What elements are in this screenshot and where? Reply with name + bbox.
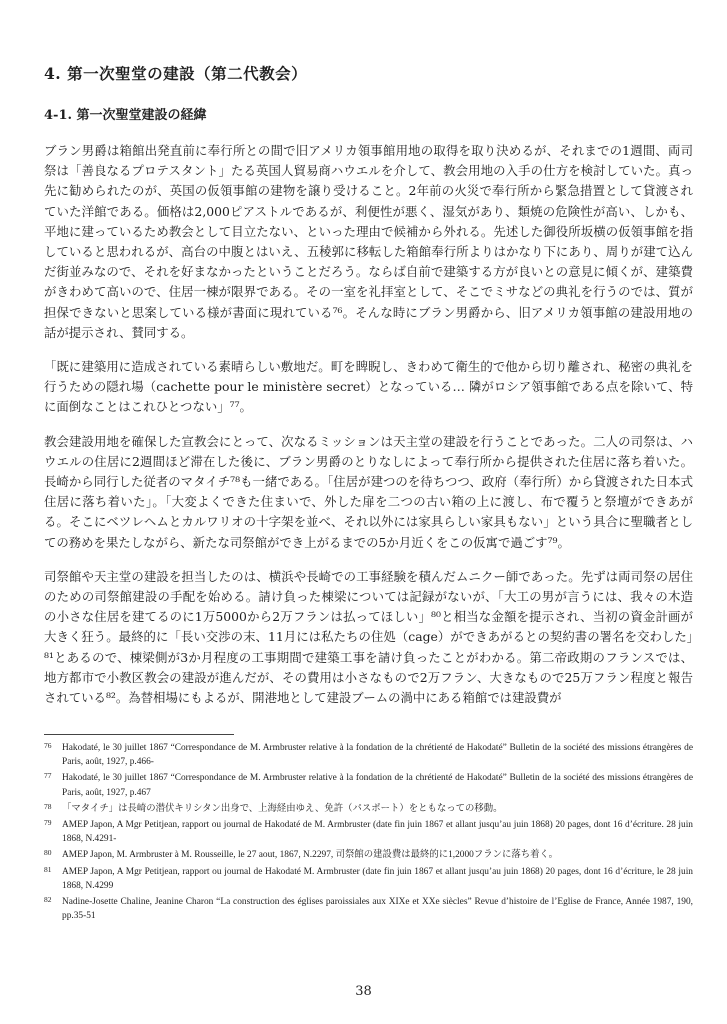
footnote-text: AMEP Japon, M. Armbruster à M. Rousseille, le 27 aout, 1867, N.2297, 司祭館の建設費は最終的に1,2000フランに落ち着く。: [62, 850, 559, 861]
footnote-text: Hakodaté, le 30 juillet 1867 “Correspondance de M. Armbruster relative à la fondation de la chrétienté de Hakodaté” Bulletin de la société des missions étrangères de Paris, août, 1927, p.466-: [62, 743, 693, 768]
page-number: 38: [355, 984, 372, 999]
footnote-number: 76: [44, 741, 52, 750]
footnote-78: [44, 800, 693, 816]
footnote-number: 81: [44, 864, 52, 874]
paragraph-4: 司祭館や天主堂の建設を担当したのは、横浜や長崎での工事経験を積んだムニクー師であった。先ずは両司祭の居住のための司祭館建設の手配を始める。請け負った棟梁については記録がないが、「大工の男が言うには、我々の木造の小さな住居を建てるのに1万5000から2万フランは払ってほしい」⁸⁰と相当な金額を提示され、当初の資金計画が大きく狂う。最終的に「長い交渉の末、11月には私たちの住処（cage）ができあがるとの契約書の署名を交わした」⁸¹とあるので、棟梁側が3か月程度の工事期間で建築工事を請け負ったことがわかる。第二帝政期のフランスでは、地方都市で小教区教会の建設が進んだが、その費用は小さなもので2万フラン、大きなもので25万フラン程度と報告されている⁸²。為替相場にもよるが、開港地として建設ブームの渦中にある箱館では建設費が: [44, 568, 693, 706]
footnote-text: Hakodaté, le 30 juillet 1867 “Correspondance de M. Armbruster relative à la fondation de la chrétienté de Hakodaté” Bulletin de la société des missions étrangères de Paris, août, 1927, p.467: [62, 773, 693, 798]
footnote-81: [44, 863, 693, 893]
footnote-text: AMEP Japon, A Mgr Petitjean, rapport ou journal de Hakodaté de M. Armbruster (date fin juin 1867 et allant jusqu’au juin 1868) 20 pages, dont 16 d’écriture. 28 juin 1868, N.4291-: [62, 820, 693, 845]
paragraph-3: 教会建設用地を確保した宣教会にとって、次なるミッションは天主堂の建設を行うことであった。二人の司祭は、ハウエルの住居に2週間ほど滞在した後に、ブラン男爵のとりなしによって奉行所から提供された住居に落ち着いた。長崎から同行した従者のマタイチ⁷⁸も一緒である。「住居が建つのを待ちつつ、政府（奉行所）から貸渡された日本式住居に落ち着いた」。「大変よくできた住まいで、外した扉を二つの古い箱の上に渡し、布で覆うと祭壇ができあがる。そこにベツレヘムとカルワリオの十字架を並べ、それ以外には家具らしい家具もない」という具合に聖職者としての務めを果たしながら、新たな司祭館ができ上がるまでの5か月近くをこの仮寓で過ごす⁷⁹。: [44, 433, 693, 550]
footnotes: [44, 734, 693, 923]
paragraph-2-quote: 「既に建築用に造成されている素晴らしい敷地だ。町を睥睨し、きわめて衛生的で他から切り離され、秘密の典礼を行うための隠れ場（cachette pour le ministère secret）となっている… 隣がロシア領事館である点を除いて、特に面倒なことはこれひとつない」⁷⁷。: [44, 359, 693, 415]
footnote-number: 77: [44, 771, 52, 781]
footnote-number: 78: [44, 801, 52, 811]
section-heading: 4. 第一次聖堂の建設（第二代教会）: [44, 64, 308, 83]
footnote-text: 「マタイチ」は長崎の潜伏キリシタン出身で、上海経由ゆえ、免許（パスポート）をともなっての移動。: [62, 803, 503, 814]
footnote-text: Nadine-Josette Chaline, Jeanine Charon “La construction des églises paroissiales aux XIXe et XXe siècles” Revue d’histoire de l’Eglise de France, Année 1987, 190, pp.35-51: [62, 897, 693, 922]
footnote-number: 79: [44, 818, 52, 828]
footnote-76: [44, 739, 693, 769]
body-text: [44, 141, 693, 708]
footnote-82: [44, 893, 693, 923]
paragraph-1: ブラン男爵は箱館出発直前に奉行所との間で旧アメリカ領事館用地の取得を取り決めるが、それまでの1週間、両司祭は「善良なるプロテスタント」たる英国人貿易商ハウエルを介して、教会用地の入手の仕方を検討していた。真っ先に勧められたのが、英国の仮領事館の建物を譲り受けること。2年前の火災で奉行所から緊急措置として貸渡されていた洋館である。価格は2,000ピアストルであるが、利便性が悪く、湿気があり、類焼の危険性が高い、しかも、平地に建っているため教会として目立たない、といった理由で候補から外れる。先述した御役所坂横の仮領事館を指していると思われるが、高台の中腹とはいえ、五稜郭に移転した箱館奉行所よりはかなり下にあり、周りが建て込んだ街並みなので、それを好まなかったということだろう。ならば自前で建築する方が良いとの意見に傾くが、建築費がきわめて高いので、住居一棟が限界である。その一室を礼拝室として、そこでミサなどの典礼を行うのでは、質が担保できないと思案している様が書面に現れている⁷⁶。そんな時にブラン男爵から、旧アメリカ領事館の建設用地の話が提示され、賛同する。: [44, 143, 693, 340]
footnote-77: [44, 769, 693, 799]
footnote-divider: [44, 734, 234, 735]
footnote-number: 80: [44, 848, 52, 858]
footnote-80: [44, 846, 693, 862]
footnote-79: [44, 816, 693, 846]
footnote-number: 82: [44, 895, 52, 905]
subsection-heading: 4-1. 第一次聖堂建設の経緯: [44, 108, 207, 123]
footnote-text: AMEP Japon, A Mgr Petitjean, rapport ou journal de Hakodaté M. Armbruster (date fin juin 1867 et allant jusqu’au juin 1868) 20 pages, dont 16 d’écriture, le 28 juin 1868, N.4299: [62, 866, 693, 891]
